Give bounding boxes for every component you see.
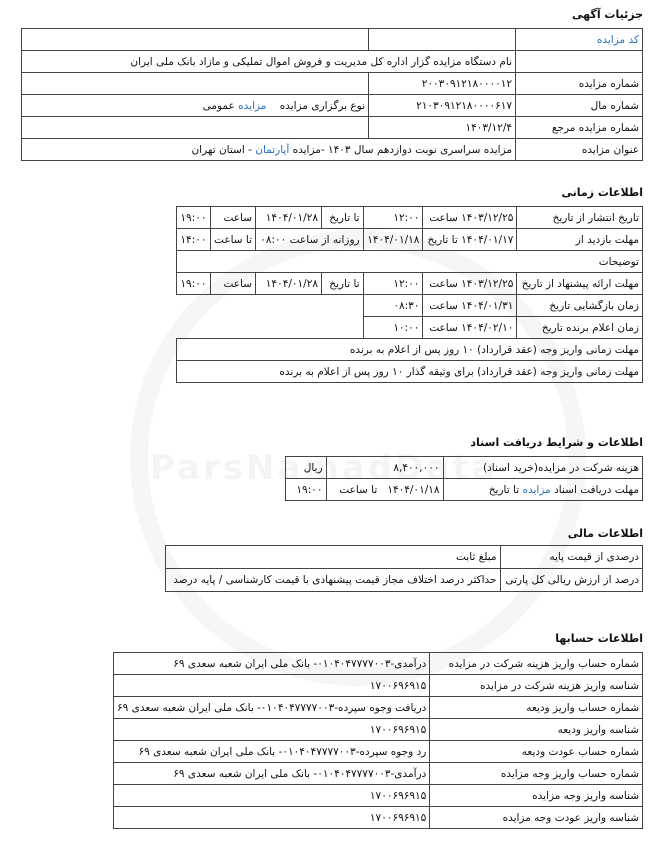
table-row	[114, 653, 643, 675]
unit-cell: ریال	[286, 457, 327, 479]
value-cell	[369, 29, 516, 51]
table-row	[114, 697, 643, 719]
label-cell: هزینه شرکت در مزایده(خرید اسناد)	[443, 457, 642, 479]
value-cell: درآمدی-۰۱۰۴۰۴۷۷۷۷۰۰۳- بانک ملی ایران شعبه سعدی ۶۹	[114, 653, 430, 675]
financial-table	[165, 545, 643, 592]
table-row	[177, 361, 643, 383]
table-row	[114, 785, 643, 807]
time-cell: ۱۹:۰۰	[286, 479, 327, 501]
table-row	[114, 741, 643, 763]
table-row	[177, 207, 643, 229]
label-cell: شناسه واریز ودیعه	[430, 719, 643, 741]
label-cell: شناسه واریز هزینه شرکت در مزایده	[430, 675, 643, 697]
table-row	[114, 719, 643, 741]
label-cell: کد مزایده	[516, 29, 643, 51]
label-cell: زمان بازگشایی تاریخ	[517, 295, 643, 317]
date-cell: ۱۴۰۳/۱۲/۲۵ ساعت	[423, 207, 517, 229]
time-cell: ۱۰:۰۰	[363, 317, 423, 339]
label-cell: مهلت بازدید از	[517, 229, 643, 251]
label-cell: حداکثر درصد اختلاف مجاز قیمت پیشنهادی با قیمت کارشناسی / پایه درصد	[166, 569, 501, 592]
table-row	[114, 763, 643, 785]
value-cell: دریافت وجوه سپرده-۰۱۰۴۰۴۷۷۷۷۰۰۳- بانک ملی ایران شعبه سعدی ۶۹	[114, 697, 430, 719]
value-cell: نام دستگاه مزایده گزار اداره کل مدیریت و فروش اموال تملیکی و مازاد بانک ملی ایران	[22, 51, 516, 73]
timing-title: اطلاعات زمانی	[561, 186, 643, 199]
value-cell: ۱۴۰۴/۰۱/۱۸ تا ساعت	[326, 479, 443, 501]
table-row	[166, 569, 643, 592]
notes-cell: توضیحات	[177, 251, 643, 273]
label-cell: درصدی از قیمت پایه	[500, 546, 642, 569]
ad-details-title: جزئیات آگهی	[572, 8, 643, 21]
date-cell: ۱۴۰۴/۰۱/۲۸	[256, 273, 322, 295]
label-cell: مهلت ارائه پیشنهاد از تاریخ	[517, 273, 643, 295]
date-cell: ۱۴۰۴/۰۱/۱۷ تا تاریخ	[423, 229, 517, 251]
table-row	[22, 139, 643, 161]
label-cell: شناسه واریز وجه مزایده	[430, 785, 643, 807]
value-cell: ۱۷۰۰۶۹۶۹۱۵	[114, 675, 430, 697]
table-row	[22, 29, 643, 51]
table-row	[22, 73, 643, 95]
table-row	[286, 457, 643, 479]
deadline-cell: مهلت زمانی واریز وجه (عقد قرارداد) ۱۰ روز پس از اعلام به برنده	[177, 339, 643, 361]
label-cell: مبلغ ثابت	[166, 546, 501, 569]
table-row	[177, 339, 643, 361]
table-row	[166, 546, 643, 569]
accounts-table	[113, 652, 643, 829]
label-cell: شماره حساب واریز هزینه شرکت در مزایده	[430, 653, 643, 675]
financial-title: اطلاعات مالی	[567, 527, 643, 540]
table-row	[114, 807, 643, 829]
empty-cell	[177, 295, 364, 317]
value-cell	[22, 29, 369, 51]
deadline-cell: مهلت زمانی واریز وجه (عقد قرارداد) برای وثیقه گذار ۱۰ روز پس از اعلام به برنده	[177, 361, 643, 383]
time-cell: ۱۲:۰۰	[363, 273, 423, 295]
label-cell	[516, 51, 643, 73]
value-cell: رد وجوه سپرده-۰۱۰۴۰۴۷۷۷۷۰۰۳- بانک ملی ایران شعبه سعدی ۶۹	[114, 741, 430, 763]
label-cell: تا تاریخ	[322, 273, 364, 295]
table-row	[177, 251, 643, 273]
value-cell: ۲۱۰۳۰۹۱۲۱۸۰۰۰۰۶۱۷	[369, 95, 516, 117]
table-row	[114, 675, 643, 697]
accounts-title: اطلاعات حسابها	[555, 632, 643, 645]
label-cell: روزانه از ساعت ۰۸:۰۰	[256, 229, 364, 251]
value-cell: ۲۰۰۳۰۹۱۲۱۸۰۰۰۰۱۲	[369, 73, 516, 95]
label-cell: شماره حساب واریز ودیعه	[430, 697, 643, 719]
label-cell: ساعت	[210, 273, 256, 295]
value-cell: نوع برگزاری مزایده مزایده عمومی	[22, 95, 369, 117]
label-cell: شماره مال	[516, 95, 643, 117]
table-row	[22, 117, 643, 139]
time-cell: ۱۲:۰۰	[363, 207, 423, 229]
label-cell: شماره حساب عودت ودیعه	[430, 741, 643, 763]
label-cell: تاریخ انتشار از تاریخ	[517, 207, 643, 229]
table-row	[22, 95, 643, 117]
ad-details-table	[21, 28, 643, 161]
value-cell: ۱۴۰۳/۱۲/۴	[369, 117, 516, 139]
label-cell: تا تاریخ	[322, 207, 364, 229]
label-cell: عنوان مزایده	[516, 139, 643, 161]
value-cell: مزایده سراسری نوبت دوازدهم سال ۱۴۰۳ -مزایده آپارتمان - استان تهران	[22, 139, 516, 161]
timing-table	[176, 206, 643, 383]
value-cell: ۱۷۰۰۶۹۶۹۱۵	[114, 807, 430, 829]
label-cell: شماره مزایده	[516, 73, 643, 95]
value-cell: ۱۷۰۰۶۹۶۹۱۵	[114, 719, 430, 741]
value-cell	[22, 73, 369, 95]
table-row	[177, 229, 643, 251]
time-cell: ۱۹:۰۰	[177, 273, 211, 295]
table-row	[22, 51, 643, 73]
value-cell: ۱۷۰۰۶۹۶۹۱۵	[114, 785, 430, 807]
value-cell	[22, 117, 369, 139]
value-cell: درآمدی-۰۱۰۴۰۴۷۷۷۷۰۰۳- بانک ملی ایران شعبه سعدی ۶۹	[114, 763, 430, 785]
table-row	[177, 295, 643, 317]
table-row	[177, 317, 643, 339]
label-cell: ساعت	[210, 207, 256, 229]
documents-title: اطلاعات و شرایط دریافت اسناد	[470, 436, 643, 449]
label-cell: شماره حساب واریز وجه مزایده	[430, 763, 643, 785]
time-cell: ۱۴:۰۰	[177, 229, 211, 251]
label-cell: شماره مزایده مرجع	[516, 117, 643, 139]
value-cell: ۸,۴۰۰,۰۰۰	[326, 457, 443, 479]
label-cell: درصد از ارزش ریالی کل پارتی	[500, 569, 642, 592]
time-cell: ۰۸:۳۰	[363, 295, 423, 317]
date-cell: ۱۴۰۴/۰۱/۳۱ ساعت	[423, 295, 517, 317]
table-row	[286, 479, 643, 501]
date-cell: ۱۴۰۴/۰۱/۱۸	[363, 229, 423, 251]
documents-table	[285, 456, 643, 501]
empty-cell	[177, 317, 364, 339]
date-cell: ۱۴۰۴/۰۲/۱۰ ساعت	[423, 317, 517, 339]
table-row	[177, 273, 643, 295]
label-cell: مهلت دریافت اسناد مزایده تا تاریخ	[443, 479, 642, 501]
label-cell: شناسه واریز عودت وجه مزایده	[430, 807, 643, 829]
label-cell: زمان اعلام برنده تاریخ	[517, 317, 643, 339]
label-cell: تا ساعت	[210, 229, 256, 251]
date-cell: ۱۴۰۳/۱۲/۲۵ ساعت	[423, 273, 517, 295]
time-cell: ۱۹:۰۰	[177, 207, 211, 229]
date-cell: ۱۴۰۴/۰۱/۲۸	[256, 207, 322, 229]
